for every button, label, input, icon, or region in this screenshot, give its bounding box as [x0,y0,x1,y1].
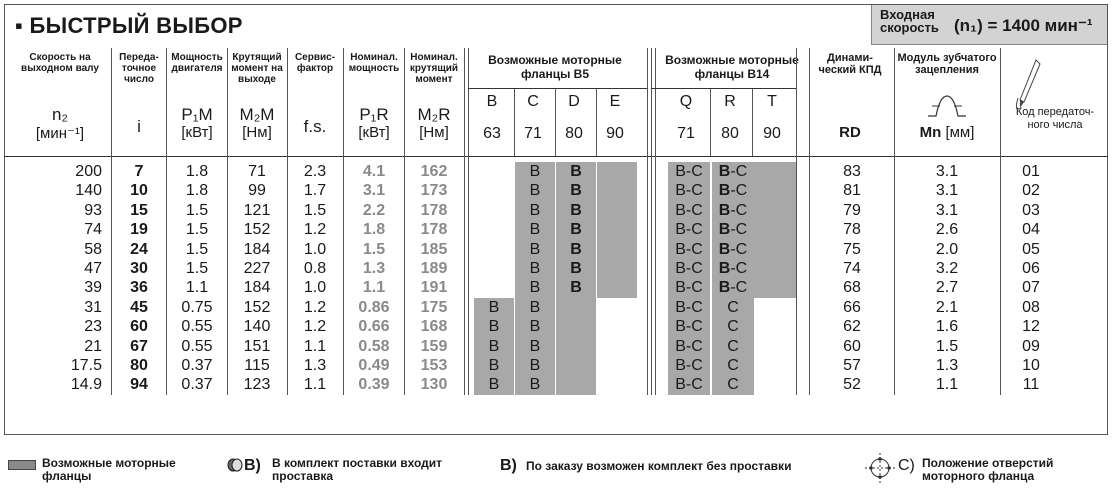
speed-cell: 17.5 [70,357,102,374]
power-cell: 1.5 [185,260,209,277]
b14-flange-cell: B-C [675,337,703,355]
b5-shade-cell [556,356,596,376]
nominal-torque-cell: 153 [420,357,448,374]
header-torque-symbol: M₂M [239,105,275,124]
b14-flange-cell: B-C [675,182,703,200]
b14-shade-cell [754,201,796,221]
header-separator [4,156,1108,157]
service-factor-cell: 1.5 [303,201,327,219]
b5-flange-cell: B [529,298,541,316]
nominal-torque-cell: 191 [420,279,448,297]
grid-vline [468,48,469,395]
b14-flange-cell: B-C [675,279,703,297]
efficiency-cell: 60 [843,337,861,355]
ratio-cell: 7 [134,163,144,180]
nominal-power-cell: 4.1 [362,163,386,180]
input-speed-value: (n₁) = 1400 мин⁻¹ [954,16,1093,35]
module-cell: 3.2 [935,260,959,277]
torque-cell: 152 [243,221,271,239]
b5-letter-e: E [609,93,621,110]
b14-flange-cell: B-C [675,318,703,336]
grid-vline [514,88,515,156]
power-cell: 0.75 [181,298,213,316]
nominal-power-cell: 1.8 [362,221,386,239]
b5-flange-cell: B [529,357,541,374]
b5-shade-cell [597,181,637,201]
efficiency-cell: 74 [843,260,861,277]
b14-shade-cell [754,220,796,240]
b5-flange-cell: B [488,357,500,374]
service-factor-cell: 1.0 [303,279,327,297]
module-cell: 3.1 [935,182,959,200]
service-factor-cell: 1.3 [303,357,327,374]
b14-flange-cell: B-C [718,221,748,239]
nominal-power-cell: 0.49 [358,357,390,374]
nominal-torque-cell: 130 [420,376,448,394]
ratio-code-cell: 07 [1022,279,1040,297]
grid-hline [651,88,796,89]
efficiency-cell: 62 [843,318,861,336]
b5-shade-cell [597,240,637,260]
ratio-code-cell: 08 [1022,298,1040,316]
legend-on-order: По заказу возможен комплект без проставки [526,459,792,473]
speed-cell: 31 [84,298,102,316]
header-torque-unit: [Нм] [242,124,272,141]
b14-flange-cell: C [727,337,739,355]
service-factor-cell: 1.1 [303,376,327,394]
b5-shade-cell [556,337,596,357]
input-speed-label: Входная скорость [880,7,939,35]
header-service-symbol: f.s. [303,117,327,136]
nominal-torque-cell: 178 [420,221,448,239]
ratio-cell: 19 [130,221,148,239]
torque-cell: 184 [243,279,271,297]
b14-flange-cell: B-C [675,240,703,258]
b5-flange-cell: B [570,201,582,219]
speed-cell: 47 [84,260,102,277]
ratio-cell: 94 [130,376,148,394]
b5-shade-cell [556,298,596,318]
ratio-cell: 80 [130,357,148,374]
efficiency-cell: 52 [843,376,861,394]
b5-size-90: 90 [606,125,624,142]
legend-order-symbol: B) [500,457,517,474]
service-factor-cell: 2.3 [303,163,327,180]
b5-flange-cell: B [488,318,500,336]
header-efficiency-symbol: RD [839,124,861,141]
b14-shade-cell [754,240,796,260]
b14-shade-cell [754,259,796,279]
b14-shade-cell [754,162,796,182]
ratio-code-cell: 01 [1022,163,1040,180]
nominal-torque-cell: 185 [420,240,448,258]
header-speed: Скорость на выходном валу [21,52,99,74]
power-cell: 0.37 [181,376,213,394]
ratio-code-cell: 11 [1022,376,1040,394]
b5-flange-cell: B [529,221,541,239]
header-power-symbol: P₁M [181,105,213,124]
service-factor-cell: 1.2 [303,221,327,239]
grid-vline [647,48,648,395]
b5-flange-cell: B [488,298,500,316]
grid-vline [464,48,465,395]
grid-vline [796,48,797,395]
speed-cell: 58 [84,240,102,258]
nominal-power-cell: 3.1 [362,182,386,200]
nominal-power-cell: 1.5 [362,240,386,258]
efficiency-cell: 68 [843,279,861,297]
header-nominal-torque-symbol: M₂R [417,105,451,124]
header-code: Код передаточ- ного числа [1015,106,1095,131]
b5-size-63: 63 [483,125,501,142]
service-factor-cell: 1.2 [303,298,327,316]
module-cell: 3.1 [935,163,959,180]
grid-vline [752,88,753,156]
b14-size-80: 80 [721,125,739,142]
b5-size-71: 71 [524,125,542,142]
b14-flange-cell: B-C [718,240,748,258]
module-cell: 1.1 [935,376,959,394]
module-cell: 2.6 [935,221,959,239]
b14-flange-cell: C [727,376,739,394]
nominal-power-cell: 0.39 [358,376,390,394]
header-nominal-power-symbol: P₁R [359,105,389,124]
header-torque: Крутящий момент на выходе [231,52,283,85]
b5-flange-cell: B [529,182,541,200]
module-cell: 2.0 [935,240,959,258]
nominal-torque-cell: 173 [420,182,448,200]
service-factor-cell: 0.8 [303,260,327,277]
b5-shade-cell [556,375,596,395]
power-cell: 1.5 [185,221,209,239]
b5-flange-cell: B [488,337,500,355]
b5-shade-cell [597,259,637,279]
b14-flange-cell: B-C [718,182,748,200]
speed-cell: 39 [84,279,102,297]
service-factor-cell: 1.2 [303,318,327,336]
b5-flange-cell: B [570,240,582,258]
header-nominal-torque-unit: [Нм] [419,124,449,141]
b5-letter-b: B [486,93,498,110]
ratio-cell: 45 [130,298,148,316]
torque-cell: 115 [244,357,270,374]
header-ratio-symbol: i [137,117,141,136]
header-nominal-power-unit: [кВт] [358,124,390,141]
b5-flange-cell: B [488,376,500,394]
module-cell: 1.6 [935,318,959,336]
ratio-cell: 67 [130,337,148,355]
header-service: Сервис- фактор [294,52,336,74]
legend-holes-symbol: C) [898,457,915,474]
power-cell: 1.1 [185,279,209,297]
module-cell: 1.3 [935,357,959,374]
b14-letter-r: R [724,93,736,110]
b14-letter-q: Q [679,93,693,110]
b14-flange-cell: B-C [675,298,703,316]
torque-cell: 123 [243,376,271,394]
ratio-cell: 10 [130,182,148,200]
b14-shade-cell [754,278,796,298]
header-module: Модуль зубчатого зацепления [897,52,997,76]
b5-flange-cell: B [570,182,582,200]
header-efficiency: Динами- ческий КПД [818,52,882,76]
power-cell: 1.5 [185,240,209,258]
speed-cell: 21 [84,337,102,355]
b14-flange-cell: C [727,298,739,316]
nominal-torque-cell: 162 [420,163,448,180]
ratio-cell: 24 [130,240,148,258]
b14-flange-cell: B-C [675,376,703,394]
grid-vline [596,88,597,156]
ratio-cell: 60 [130,318,148,336]
ratio-cell: 30 [130,260,148,277]
b5-shade-cell [597,278,637,298]
b14-flange-cell: B-C [675,221,703,239]
header-nominal-power: Номинал. мощность [348,52,400,74]
b14-flange-cell: B-C [675,163,703,180]
b14-flange-cell: B-C [718,279,748,297]
input-speed-box [871,5,1107,45]
speed-cell: 23 [84,318,102,336]
nominal-power-cell: 0.58 [358,337,390,355]
grid-hline [468,88,647,89]
speed-cell: 200 [75,163,102,180]
torque-cell: 71 [248,163,266,180]
ratio-code-cell: 10 [1022,357,1040,374]
torque-cell: 184 [243,240,271,258]
b5-shade-cell [597,201,637,221]
efficiency-cell: 83 [843,163,861,180]
nominal-power-cell: 1.1 [362,279,386,297]
b5-shade-cell [556,317,596,337]
ratio-code-cell: 04 [1022,221,1040,239]
header-power: Мощность двигателя [171,52,223,74]
efficiency-cell: 66 [843,298,861,316]
b5-shade-cell [597,162,637,182]
nominal-torque-cell: 175 [420,298,448,316]
legend-spacer-symbol: B) [244,457,261,474]
b14-letter-t: T [767,93,777,110]
grid-vline [710,88,711,156]
b14-flange-cell: B-C [675,357,703,374]
service-factor-cell: 1.1 [303,337,327,355]
power-cell: 0.55 [181,337,213,355]
speed-cell: 93 [84,201,102,219]
module-cell: 1.5 [935,337,959,355]
b5-flange-cell: B [529,201,541,219]
b14-flange-cell: C [727,318,739,336]
b5-flange-cell: B [529,260,541,277]
b14-size-71: 71 [677,125,695,142]
b5-flange-cell: B [529,240,541,258]
b5-flange-cell: B [529,337,541,355]
header-ratio: Переда- точное число [119,52,159,85]
torque-cell: 140 [243,318,271,336]
efficiency-cell: 78 [843,221,861,239]
speed-cell: 14.9 [70,376,102,394]
power-cell: 1.5 [185,201,209,219]
spacer-icon [226,458,244,472]
b14-flange-cell: B-C [718,201,748,219]
b14-flange-cell: B-C [718,260,748,277]
nominal-torque-cell: 189 [420,260,448,277]
torque-cell: 151 [243,337,271,355]
b14-shade-cell [754,181,796,201]
ratio-code-cell: 02 [1022,182,1040,200]
power-cell: 0.37 [181,357,213,374]
torque-cell: 227 [243,260,271,277]
service-factor-cell: 1.0 [303,240,327,258]
nominal-torque-cell: 168 [420,318,448,336]
ratio-cell: 15 [130,201,148,219]
header-b14: Возможные моторные фланцы B14 [665,53,799,81]
nominal-power-cell: 0.86 [358,298,390,316]
b5-flange-cell: B [570,163,582,180]
module-cell: 2.1 [935,298,959,316]
b14-flange-cell: C [727,357,739,374]
legend-with-spacer: В комплект поставки входит проставка [272,456,443,483]
efficiency-cell: 81 [843,182,861,200]
page-title: ▪ БЫСТРЫЙ ВЫБОР [15,13,243,38]
b14-flange-cell: B-C [675,260,703,277]
speed-cell: 74 [84,221,102,239]
power-cell: 0.55 [181,318,213,336]
header-b5: Возможные моторные фланцы B5 [488,53,622,81]
ratio-code-cell: 03 [1022,201,1040,219]
ratio-code-cell: 12 [1022,318,1040,336]
header-module-sym-text: Mn [919,124,942,141]
tooth-profile-icon [926,92,968,118]
b14-flange-cell: B-C [675,201,703,219]
header-speed-unit: [мин⁻¹] [35,125,85,142]
speed-cell: 140 [75,182,102,200]
module-cell: 2.7 [935,279,959,297]
torque-cell: 99 [248,182,266,200]
header-module-unit: [мм] [945,124,975,141]
nominal-power-cell: 1.3 [362,260,386,277]
power-cell: 1.8 [185,163,209,180]
b5-flange-cell: B [529,318,541,336]
power-cell: 1.8 [185,182,209,200]
legend-swatch [8,460,36,470]
nominal-power-cell: 0.66 [358,318,390,336]
ratio-code-cell: 06 [1022,260,1040,277]
legend-holes: Положение отверстий моторного фланца [922,456,1054,483]
efficiency-cell: 75 [843,240,861,258]
efficiency-cell: 57 [843,357,861,374]
b5-letter-d: D [568,93,580,110]
grid-vline [651,48,652,395]
b5-letter-c: C [527,93,539,110]
b14-flange-cell: B-C [718,163,748,180]
b14-size-90: 90 [763,125,781,142]
grid-vline [555,88,556,156]
grid-vline [655,48,656,395]
header-speed-symbol: n₂ [51,105,69,124]
module-cell: 3.1 [935,201,959,219]
ratio-cell: 36 [130,279,148,297]
b5-shade-cell [597,220,637,240]
nominal-power-cell: 2.2 [362,201,386,219]
efficiency-cell: 79 [843,201,861,219]
legend-flanges: Возможные моторные фланцы [42,456,176,483]
b5-flange-cell: B [570,221,582,239]
torque-cell: 121 [243,201,271,219]
torque-cell: 152 [243,298,271,316]
b5-flange-cell: B [529,279,541,297]
b5-flange-cell: B [529,163,541,180]
ratio-code-cell: 09 [1022,337,1040,355]
b5-flange-cell: B [570,279,582,297]
b5-flange-cell: B [529,376,541,394]
ratio-code-cell: 05 [1022,240,1040,258]
b5-size-80: 80 [565,125,583,142]
b5-flange-cell: B [570,260,582,277]
flange-holes-icon [864,452,896,484]
header-module-symbol [895,124,999,141]
service-factor-cell: 1.7 [303,182,327,200]
nominal-torque-cell: 159 [420,337,448,355]
nominal-torque-cell: 178 [420,201,448,219]
header-nominal-torque: Номинал. крутящий момент [409,52,459,85]
header-power-unit: [кВт] [181,124,213,141]
